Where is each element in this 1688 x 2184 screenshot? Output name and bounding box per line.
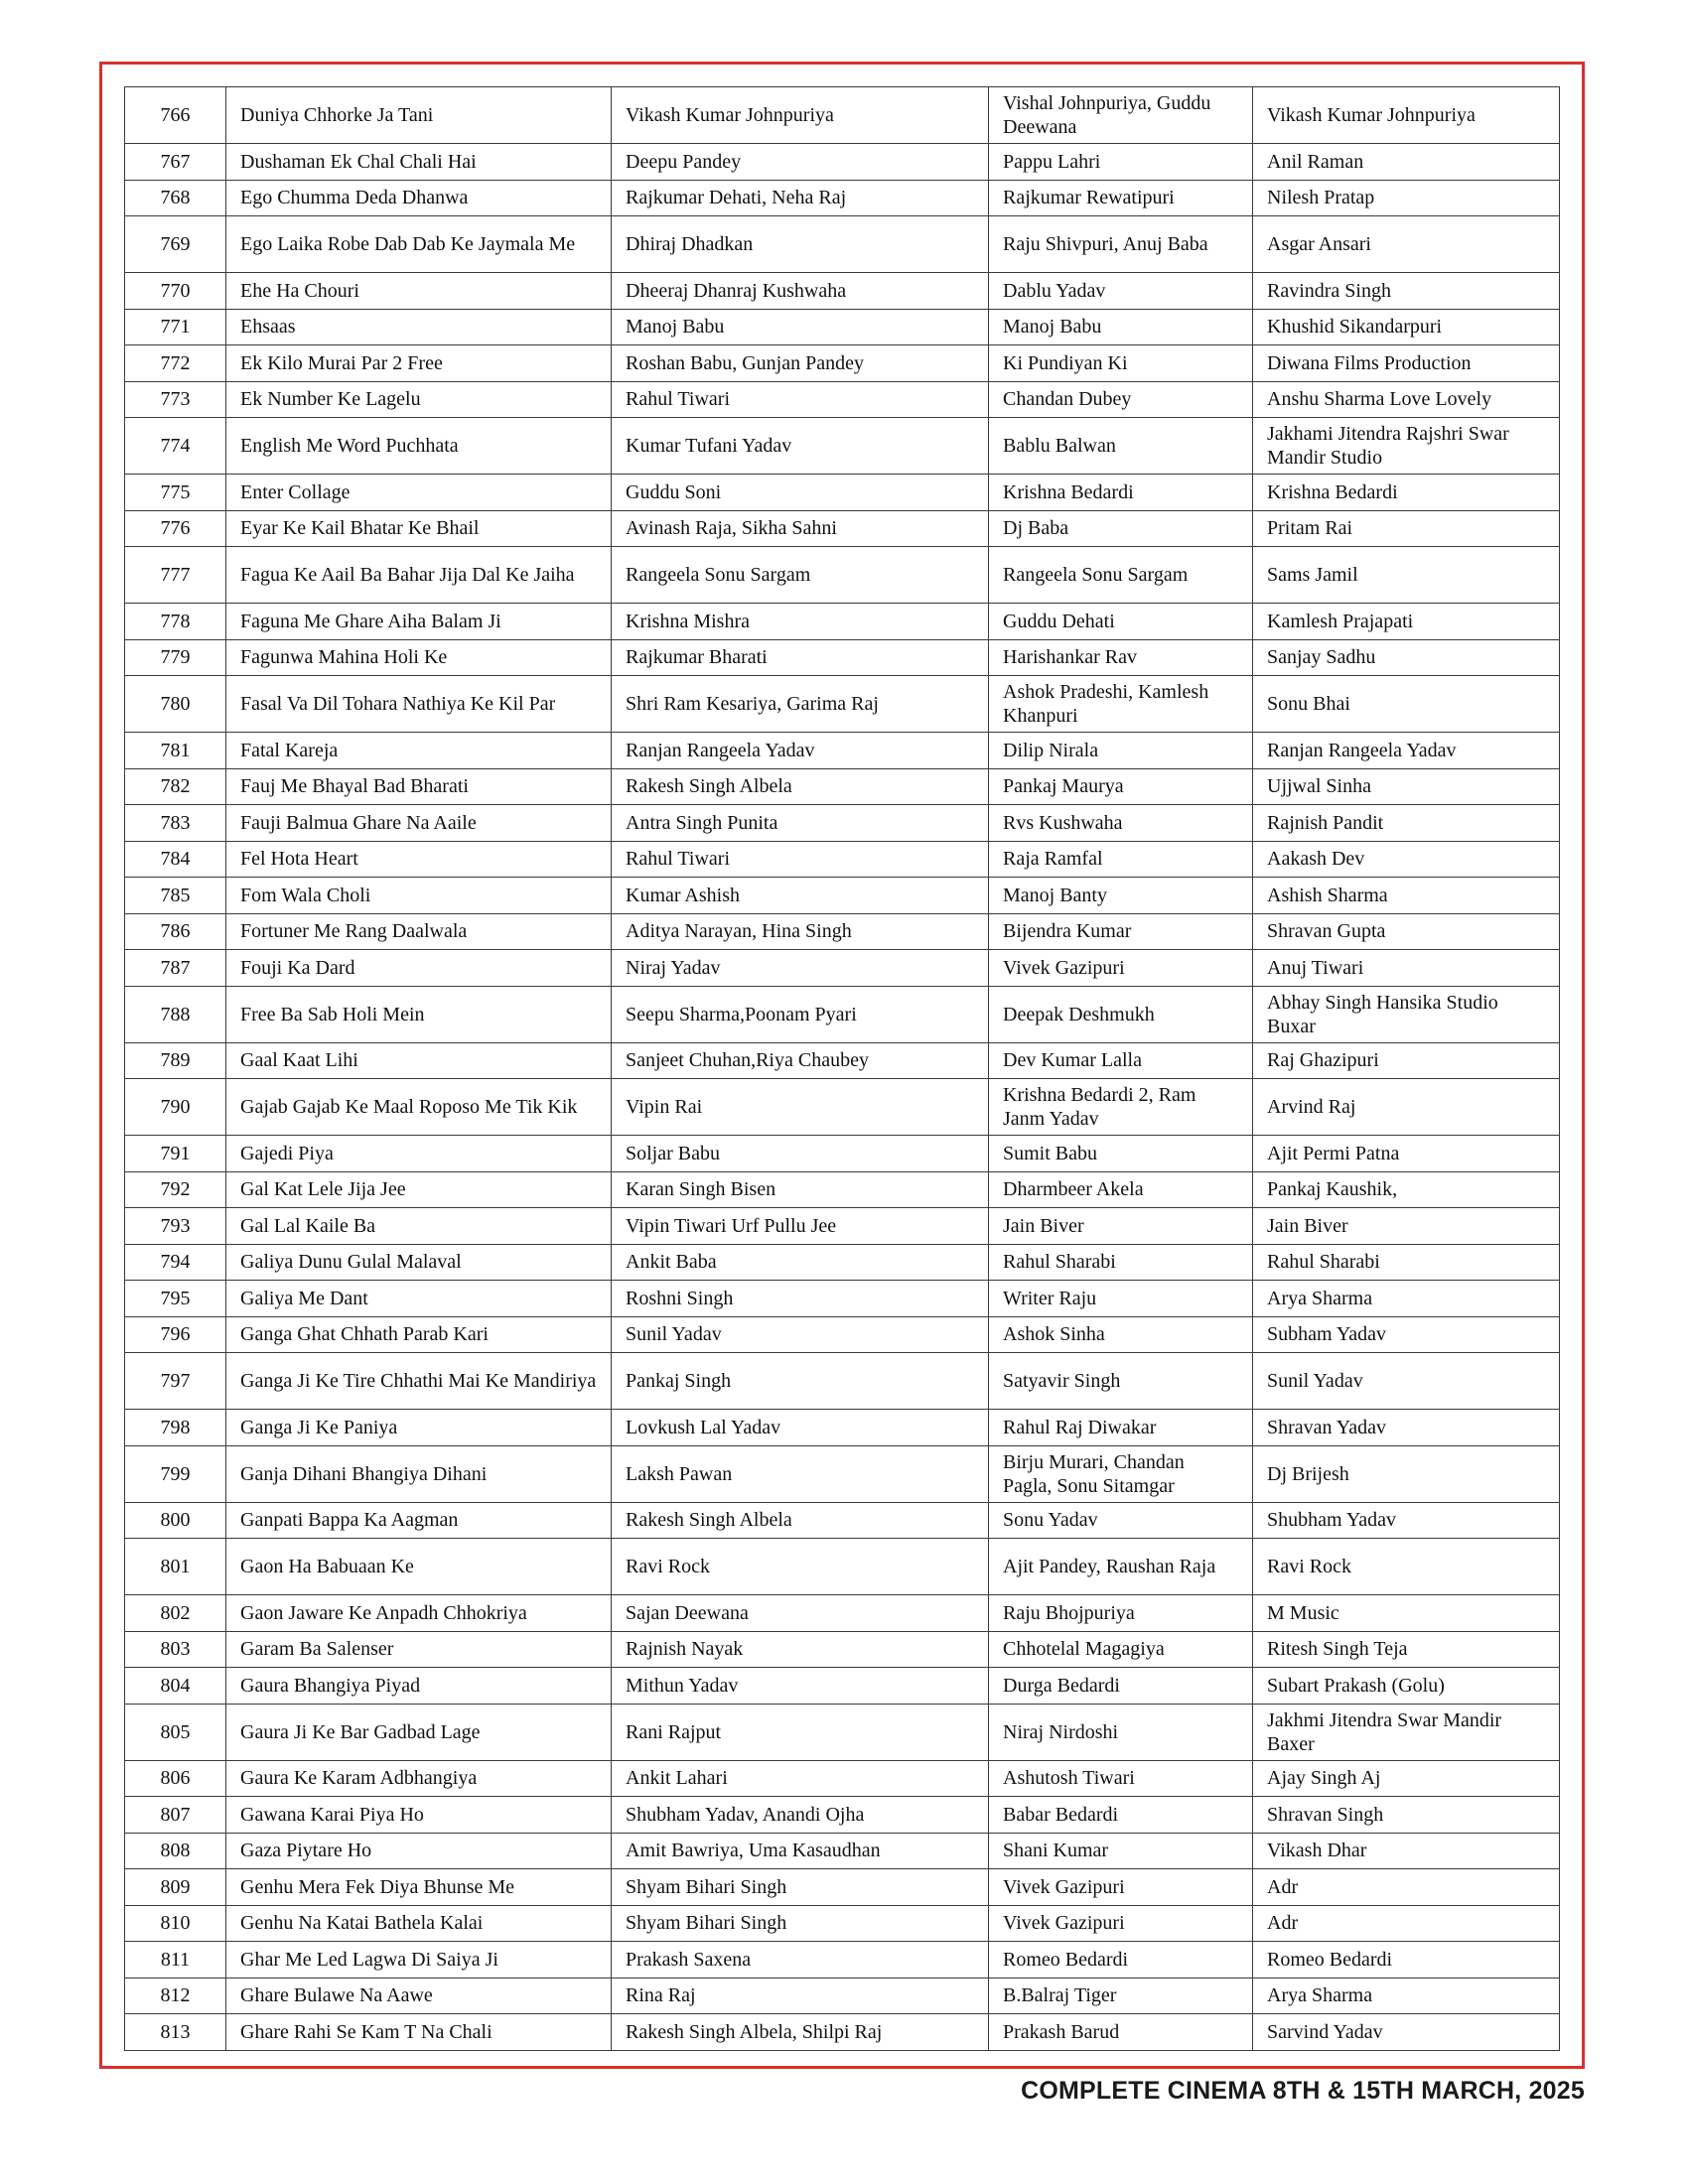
- cell-singer: Rakesh Singh Albela, Shilpi Raj: [612, 2014, 989, 2051]
- cell-music-director: Krishna Bedardi: [1253, 475, 1560, 511]
- cell-song-title: Eyar Ke Kail Bhatar Ke Bhail: [226, 510, 612, 547]
- table-row: [125, 1410, 1560, 1446]
- cell-music-director: Adr: [1253, 1905, 1560, 1942]
- cell-singer: Laksh Pawan: [612, 1445, 989, 1502]
- cell-lyricist: Harishankar Rav: [989, 639, 1253, 676]
- cell-song-title: Gaon Jaware Ke Anpadh Chhokriya: [226, 1595, 612, 1632]
- cell-number: 774: [125, 418, 226, 475]
- cell-lyricist: Bablu Balwan: [989, 418, 1253, 475]
- cell-music-director: Nilesh Pratap: [1253, 180, 1560, 216]
- cell-singer: Shyam Bihari Singh: [612, 1869, 989, 1906]
- cell-music-director: Asgar Ansari: [1253, 216, 1560, 273]
- cell-lyricist: Dilip Nirala: [989, 733, 1253, 769]
- cell-song-title: English Me Word Puchhata: [226, 418, 612, 475]
- cell-lyricist: Guddu Dehati: [989, 604, 1253, 640]
- table-row: [125, 180, 1560, 216]
- cell-singer: Rakesh Singh Albela: [612, 768, 989, 805]
- cell-lyricist: B.Balraj Tiger: [989, 1978, 1253, 2014]
- cell-singer: Krishna Mishra: [612, 604, 989, 640]
- cell-lyricist: Dev Kumar Lalla: [989, 1042, 1253, 1079]
- cell-singer: Vipin Rai: [612, 1079, 989, 1136]
- cell-number: 810: [125, 1905, 226, 1942]
- cell-number: 809: [125, 1869, 226, 1906]
- cell-lyricist: Durga Bedardi: [989, 1668, 1253, 1705]
- cell-singer: Antra Singh Punita: [612, 805, 989, 842]
- table-row: [125, 1869, 1560, 1906]
- table-row: [125, 878, 1560, 914]
- cell-song-title: Ego Chumma Deda Dhanwa: [226, 180, 612, 216]
- cell-song-title: Fatal Kareja: [226, 733, 612, 769]
- cell-song-title: Ehe Ha Chouri: [226, 273, 612, 310]
- cell-lyricist: Ashutosh Tiwari: [989, 1760, 1253, 1797]
- cell-singer: Ankit Baba: [612, 1244, 989, 1281]
- cell-number: 804: [125, 1668, 226, 1705]
- cell-singer: Soljar Babu: [612, 1136, 989, 1172]
- cell-singer: Shri Ram Kesariya, Garima Raj: [612, 676, 989, 733]
- cell-lyricist: Babar Bedardi: [989, 1797, 1253, 1834]
- cell-number: 808: [125, 1833, 226, 1869]
- cell-singer: Rangeela Sonu Sargam: [612, 547, 989, 604]
- cell-song-title: Gawana Karai Piya Ho: [226, 1797, 612, 1834]
- table-row: [125, 1281, 1560, 1317]
- table-row: [125, 1316, 1560, 1353]
- cell-song-title: Gajab Gajab Ke Maal Roposo Me Tik Kik: [226, 1079, 612, 1136]
- cell-lyricist: Rvs Kushwaha: [989, 805, 1253, 842]
- cell-number: 811: [125, 1942, 226, 1979]
- table-row: [125, 1445, 1560, 1502]
- cell-song-title: Faguna Me Ghare Aiha Balam Ji: [226, 604, 612, 640]
- cell-number: 786: [125, 913, 226, 950]
- cell-singer: Rahul Tiwari: [612, 841, 989, 878]
- cell-number: 779: [125, 639, 226, 676]
- cell-number: 780: [125, 676, 226, 733]
- cell-music-director: Rajnish Pandit: [1253, 805, 1560, 842]
- cell-music-director: Abhay Singh Hansika Studio Buxar: [1253, 986, 1560, 1042]
- table-row: [125, 639, 1560, 676]
- table-row: [125, 1079, 1560, 1136]
- cell-music-director: Jain Biver: [1253, 1208, 1560, 1245]
- cell-singer: Sanjeet Chuhan,Riya Chaubey: [612, 1042, 989, 1079]
- cell-music-director: Sunil Yadav: [1253, 1353, 1560, 1410]
- cell-music-director: M Music: [1253, 1595, 1560, 1632]
- cell-lyricist: Rahul Sharabi: [989, 1244, 1253, 1281]
- cell-number: 792: [125, 1171, 226, 1208]
- cell-singer: Guddu Soni: [612, 475, 989, 511]
- cell-singer: Rahul Tiwari: [612, 381, 989, 418]
- cell-singer: Vikash Kumar Johnpuriya: [612, 87, 989, 144]
- cell-music-director: Ritesh Singh Teja: [1253, 1631, 1560, 1668]
- song-table: [124, 86, 1560, 2051]
- cell-singer: Kumar Tufani Yadav: [612, 418, 989, 475]
- cell-number: 798: [125, 1410, 226, 1446]
- cell-singer: Lovkush Lal Yadav: [612, 1410, 989, 1446]
- cell-music-director: Shravan Gupta: [1253, 913, 1560, 950]
- cell-music-director: Anuj Tiwari: [1253, 950, 1560, 987]
- cell-lyricist: Rajkumar Rewatipuri: [989, 180, 1253, 216]
- cell-lyricist: Pankaj Maurya: [989, 768, 1253, 805]
- cell-song-title: Galiya Me Dant: [226, 1281, 612, 1317]
- cell-singer: Ranjan Rangeela Yadav: [612, 733, 989, 769]
- cell-song-title: Gaon Ha Babuaan Ke: [226, 1539, 612, 1595]
- table-row: [125, 1502, 1560, 1539]
- cell-lyricist: Deepak Deshmukh: [989, 986, 1253, 1042]
- cell-singer: Rakesh Singh Albela: [612, 1502, 989, 1539]
- cell-music-director: Pankaj Kaushik,: [1253, 1171, 1560, 1208]
- cell-lyricist: Manoj Babu: [989, 309, 1253, 345]
- cell-number: 802: [125, 1595, 226, 1632]
- cell-singer: Ankit Lahari: [612, 1760, 989, 1797]
- cell-song-title: Duniya Chhorke Ja Tani: [226, 87, 612, 144]
- cell-music-director: Dj Brijesh: [1253, 1445, 1560, 1502]
- cell-singer: Rani Rajput: [612, 1704, 989, 1760]
- cell-singer: Rajkumar Bharati: [612, 639, 989, 676]
- cell-song-title: Gaza Piytare Ho: [226, 1833, 612, 1869]
- cell-number: 795: [125, 1281, 226, 1317]
- table-row: [125, 1208, 1560, 1245]
- cell-music-director: Pritam Rai: [1253, 510, 1560, 547]
- cell-number: 771: [125, 309, 226, 345]
- cell-number: 794: [125, 1244, 226, 1281]
- cell-music-director: Ajit Permi Patna: [1253, 1136, 1560, 1172]
- cell-song-title: Ego Laika Robe Dab Dab Ke Jaymala Me: [226, 216, 612, 273]
- cell-singer: Shyam Bihari Singh: [612, 1905, 989, 1942]
- cell-music-director: Arya Sharma: [1253, 1978, 1560, 2014]
- cell-music-director: Ajay Singh Aj: [1253, 1760, 1560, 1797]
- table-row: [125, 1760, 1560, 1797]
- cell-singer: Aditya Narayan, Hina Singh: [612, 913, 989, 950]
- cell-singer: Deepu Pandey: [612, 144, 989, 181]
- cell-lyricist: Chhotelal Magagiya: [989, 1631, 1253, 1668]
- cell-song-title: Free Ba Sab Holi Mein: [226, 986, 612, 1042]
- cell-number: 773: [125, 381, 226, 418]
- cell-lyricist: Chandan Dubey: [989, 381, 1253, 418]
- table-row: [125, 1978, 1560, 2014]
- cell-singer: Rajkumar Dehati, Neha Raj: [612, 180, 989, 216]
- cell-lyricist: Ki Pundiyan Ki: [989, 345, 1253, 382]
- cell-music-director: Aakash Dev: [1253, 841, 1560, 878]
- cell-singer: Seepu Sharma,Poonam Pyari: [612, 986, 989, 1042]
- table-row: [125, 986, 1560, 1042]
- cell-lyricist: Krishna Bedardi 2, Ram Janm Yadav: [989, 1079, 1253, 1136]
- cell-music-director: Jakhami Jitendra Rajshri Swar Mandir Studio: [1253, 418, 1560, 475]
- cell-lyricist: Vivek Gazipuri: [989, 1869, 1253, 1906]
- cell-number: 807: [125, 1797, 226, 1834]
- cell-number: 787: [125, 950, 226, 987]
- cell-lyricist: Niraj Nirdoshi: [989, 1704, 1253, 1760]
- cell-song-title: Fauj Me Bhayal Bad Bharati: [226, 768, 612, 805]
- cell-lyricist: Krishna Bedardi: [989, 475, 1253, 511]
- cell-music-director: Ranjan Rangeela Yadav: [1253, 733, 1560, 769]
- cell-song-title: Genhu Na Katai Bathela Kalai: [226, 1905, 612, 1942]
- cell-music-director: Sams Jamil: [1253, 547, 1560, 604]
- cell-singer: Vipin Tiwari Urf Pullu Jee: [612, 1208, 989, 1245]
- cell-music-director: Vikash Dhar: [1253, 1833, 1560, 1869]
- cell-singer: Prakash Saxena: [612, 1942, 989, 1979]
- cell-song-title: Galiya Dunu Gulal Malaval: [226, 1244, 612, 1281]
- cell-song-title: Enter Collage: [226, 475, 612, 511]
- table-row: [125, 1595, 1560, 1632]
- cell-number: 784: [125, 841, 226, 878]
- cell-music-director: Arvind Raj: [1253, 1079, 1560, 1136]
- cell-singer: Shubham Yadav, Anandi Ojha: [612, 1797, 989, 1834]
- cell-lyricist: Raju Bhojpuriya: [989, 1595, 1253, 1632]
- table-row: [125, 1833, 1560, 1869]
- cell-music-director: Vikash Kumar Johnpuriya: [1253, 87, 1560, 144]
- cell-song-title: Gaura Ke Karam Adbhangiya: [226, 1760, 612, 1797]
- cell-song-title: Dushaman Ek Chal Chali Hai: [226, 144, 612, 181]
- cell-number: 805: [125, 1704, 226, 1760]
- cell-lyricist: Satyavir Singh: [989, 1353, 1253, 1410]
- cell-singer: Pankaj Singh: [612, 1353, 989, 1410]
- cell-number: 812: [125, 1978, 226, 2014]
- table-row: [125, 1631, 1560, 1668]
- cell-song-title: Fagua Ke Aail Ba Bahar Jija Dal Ke Jaiha: [226, 547, 612, 604]
- cell-singer: Sunil Yadav: [612, 1316, 989, 1353]
- table-row: [125, 1668, 1560, 1705]
- cell-lyricist: Vivek Gazipuri: [989, 1905, 1253, 1942]
- cell-music-director: Sarvind Yadav: [1253, 2014, 1560, 2051]
- cell-song-title: Ghar Me Led Lagwa Di Saiya Ji: [226, 1942, 612, 1979]
- cell-singer: Avinash Raja, Sikha Sahni: [612, 510, 989, 547]
- cell-song-title: Gal Lal Kaile Ba: [226, 1208, 612, 1245]
- cell-song-title: Genhu Mera Fek Diya Bhunse Me: [226, 1869, 612, 1906]
- cell-song-title: Gaura Bhangiya Piyad: [226, 1668, 612, 1705]
- cell-song-title: Gaal Kaat Lihi: [226, 1042, 612, 1079]
- cell-number: 790: [125, 1079, 226, 1136]
- cell-music-director: Anil Raman: [1253, 144, 1560, 181]
- cell-song-title: Gajedi Piya: [226, 1136, 612, 1172]
- cell-singer: Mithun Yadav: [612, 1668, 989, 1705]
- cell-lyricist: Romeo Bedardi: [989, 1942, 1253, 1979]
- cell-music-director: Jakhmi Jitendra Swar Mandir Baxer: [1253, 1704, 1560, 1760]
- cell-song-title: Fasal Va Dil Tohara Nathiya Ke Kil Par: [226, 676, 612, 733]
- table-row: [125, 510, 1560, 547]
- cell-music-director: Anshu Sharma Love Lovely: [1253, 381, 1560, 418]
- cell-lyricist: Ashok Sinha: [989, 1316, 1253, 1353]
- cell-song-title: Ghare Rahi Se Kam T Na Chali: [226, 2014, 612, 2051]
- cell-singer: Kumar Ashish: [612, 878, 989, 914]
- cell-lyricist: Ashok Pradeshi, Kamlesh Khanpuri: [989, 676, 1253, 733]
- cell-song-title: Ganga Ghat Chhath Parab Kari: [226, 1316, 612, 1353]
- cell-music-director: Diwana Films Production: [1253, 345, 1560, 382]
- table-row: [125, 1042, 1560, 1079]
- table-row: [125, 1797, 1560, 1834]
- cell-song-title: Ganga Ji Ke Paniya: [226, 1410, 612, 1446]
- cell-song-title: Ganpati Bappa Ka Aagman: [226, 1502, 612, 1539]
- cell-lyricist: Dablu Yadav: [989, 273, 1253, 310]
- cell-singer: Niraj Yadav: [612, 950, 989, 987]
- cell-number: 791: [125, 1136, 226, 1172]
- cell-song-title: Fagunwa Mahina Holi Ke: [226, 639, 612, 676]
- cell-number: 799: [125, 1445, 226, 1502]
- cell-song-title: Ganja Dihani Bhangiya Dihani: [226, 1445, 612, 1502]
- cell-lyricist: Shani Kumar: [989, 1833, 1253, 1869]
- cell-number: 806: [125, 1760, 226, 1797]
- table-row: [125, 1905, 1560, 1942]
- cell-number: 768: [125, 180, 226, 216]
- cell-music-director: Shravan Singh: [1253, 1797, 1560, 1834]
- cell-music-director: Adr: [1253, 1869, 1560, 1906]
- table-row: [125, 87, 1560, 144]
- cell-music-director: Shubham Yadav: [1253, 1502, 1560, 1539]
- cell-music-director: Khushid Sikandarpuri: [1253, 309, 1560, 345]
- cell-music-director: Ravindra Singh: [1253, 273, 1560, 310]
- cell-singer: Sajan Deewana: [612, 1595, 989, 1632]
- cell-lyricist: Birju Murari, Chandan Pagla, Sonu Sitamgar: [989, 1445, 1253, 1502]
- cell-number: 772: [125, 345, 226, 382]
- cell-music-director: Rahul Sharabi: [1253, 1244, 1560, 1281]
- table-row: [125, 345, 1560, 382]
- cell-lyricist: Vishal Johnpuriya, Guddu Deewana: [989, 87, 1253, 144]
- table-row: [125, 768, 1560, 805]
- cell-number: 788: [125, 986, 226, 1042]
- cell-number: 776: [125, 510, 226, 547]
- table-row: [125, 547, 1560, 604]
- cell-music-director: Ujjwal Sinha: [1253, 768, 1560, 805]
- cell-music-director: Raj Ghazipuri: [1253, 1042, 1560, 1079]
- cell-lyricist: Vivek Gazipuri: [989, 950, 1253, 987]
- cell-song-title: Fel Hota Heart: [226, 841, 612, 878]
- cell-music-director: Kamlesh Prajapati: [1253, 604, 1560, 640]
- cell-song-title: Ghare Bulawe Na Aawe: [226, 1978, 612, 2014]
- cell-singer: Dheeraj Dhanraj Kushwaha: [612, 273, 989, 310]
- cell-music-director: Sonu Bhai: [1253, 676, 1560, 733]
- cell-singer: Roshan Babu, Gunjan Pandey: [612, 345, 989, 382]
- cell-number: 793: [125, 1208, 226, 1245]
- cell-music-director: Ravi Rock: [1253, 1539, 1560, 1595]
- table-row: [125, 1704, 1560, 1760]
- cell-song-title: Fauji Balmua Ghare Na Aaile: [226, 805, 612, 842]
- cell-music-director: Romeo Bedardi: [1253, 1942, 1560, 1979]
- cell-number: 796: [125, 1316, 226, 1353]
- cell-lyricist: Sonu Yadav: [989, 1502, 1253, 1539]
- cell-number: 766: [125, 87, 226, 144]
- cell-number: 781: [125, 733, 226, 769]
- table-row: [125, 1171, 1560, 1208]
- cell-song-title: Fouji Ka Dard: [226, 950, 612, 987]
- cell-number: 801: [125, 1539, 226, 1595]
- table-row: [125, 418, 1560, 475]
- cell-lyricist: Jain Biver: [989, 1208, 1253, 1245]
- cell-lyricist: Bijendra Kumar: [989, 913, 1253, 950]
- table-row: [125, 309, 1560, 345]
- cell-song-title: Ek Number Ke Lagelu: [226, 381, 612, 418]
- cell-number: 803: [125, 1631, 226, 1668]
- cell-lyricist: Dharmbeer Akela: [989, 1171, 1253, 1208]
- cell-number: 777: [125, 547, 226, 604]
- table-row: [125, 1244, 1560, 1281]
- cell-music-director: Arya Sharma: [1253, 1281, 1560, 1317]
- cell-singer: Ravi Rock: [612, 1539, 989, 1595]
- cell-song-title: Ek Kilo Murai Par 2 Free: [226, 345, 612, 382]
- cell-lyricist: Writer Raju: [989, 1281, 1253, 1317]
- cell-lyricist: Sumit Babu: [989, 1136, 1253, 1172]
- table-row: [125, 1539, 1560, 1595]
- footer-publication: COMPLETE CINEMA 8TH & 15TH MARCH, 2025: [1021, 2077, 1585, 2105]
- cell-music-director: Sanjay Sadhu: [1253, 639, 1560, 676]
- cell-lyricist: Rangeela Sonu Sargam: [989, 547, 1253, 604]
- cell-lyricist: Dj Baba: [989, 510, 1253, 547]
- cell-lyricist: Raja Ramfal: [989, 841, 1253, 878]
- table-row: [125, 216, 1560, 273]
- cell-number: 789: [125, 1042, 226, 1079]
- table-row: [125, 381, 1560, 418]
- cell-lyricist: Raju Shivpuri, Anuj Baba: [989, 216, 1253, 273]
- table-row: [125, 1353, 1560, 1410]
- cell-number: 813: [125, 2014, 226, 2051]
- cell-number: 783: [125, 805, 226, 842]
- table-row: [125, 676, 1560, 733]
- table-row: [125, 144, 1560, 181]
- table-row: [125, 604, 1560, 640]
- cell-singer: Dhiraj Dhadkan: [612, 216, 989, 273]
- cell-lyricist: Ajit Pandey, Raushan Raja: [989, 1539, 1253, 1595]
- cell-song-title: Fortuner Me Rang Daalwala: [226, 913, 612, 950]
- cell-number: 767: [125, 144, 226, 181]
- song-table-body: [125, 87, 1560, 2051]
- table-row: [125, 733, 1560, 769]
- cell-song-title: Ehsaas: [226, 309, 612, 345]
- cell-lyricist: Rahul Raj Diwakar: [989, 1410, 1253, 1446]
- cell-singer: Amit Bawriya, Uma Kasaudhan: [612, 1833, 989, 1869]
- cell-lyricist: Prakash Barud: [989, 2014, 1253, 2051]
- table-row: [125, 1136, 1560, 1172]
- table-row: [125, 273, 1560, 310]
- table-row: [125, 913, 1560, 950]
- cell-number: 778: [125, 604, 226, 640]
- cell-song-title: Gaura Ji Ke Bar Gadbad Lage: [226, 1704, 612, 1760]
- cell-music-director: Ashish Sharma: [1253, 878, 1560, 914]
- cell-number: 769: [125, 216, 226, 273]
- cell-singer: Roshni Singh: [612, 1281, 989, 1317]
- cell-singer: Rajnish Nayak: [612, 1631, 989, 1668]
- cell-number: 775: [125, 475, 226, 511]
- cell-lyricist: Pappu Lahri: [989, 144, 1253, 181]
- table-row: [125, 950, 1560, 987]
- cell-number: 785: [125, 878, 226, 914]
- cell-song-title: Garam Ba Salenser: [226, 1631, 612, 1668]
- table-row: [125, 805, 1560, 842]
- cell-music-director: Subham Yadav: [1253, 1316, 1560, 1353]
- cell-number: 770: [125, 273, 226, 310]
- table-row: [125, 841, 1560, 878]
- cell-number: 797: [125, 1353, 226, 1410]
- cell-music-director: Subart Prakash (Golu): [1253, 1668, 1560, 1705]
- cell-lyricist: Manoj Banty: [989, 878, 1253, 914]
- table-row: [125, 475, 1560, 511]
- cell-song-title: Gal Kat Lele Jija Jee: [226, 1171, 612, 1208]
- cell-singer: Karan Singh Bisen: [612, 1171, 989, 1208]
- cell-song-title: Fom Wala Choli: [226, 878, 612, 914]
- cell-song-title: Ganga Ji Ke Tire Chhathi Mai Ke Mandiriya: [226, 1353, 612, 1410]
- cell-singer: Rina Raj: [612, 1978, 989, 2014]
- table-row: [125, 1942, 1560, 1979]
- cell-singer: Manoj Babu: [612, 309, 989, 345]
- cell-number: 782: [125, 768, 226, 805]
- table-row: [125, 2014, 1560, 2051]
- cell-number: 800: [125, 1502, 226, 1539]
- cell-music-director: Shravan Yadav: [1253, 1410, 1560, 1446]
